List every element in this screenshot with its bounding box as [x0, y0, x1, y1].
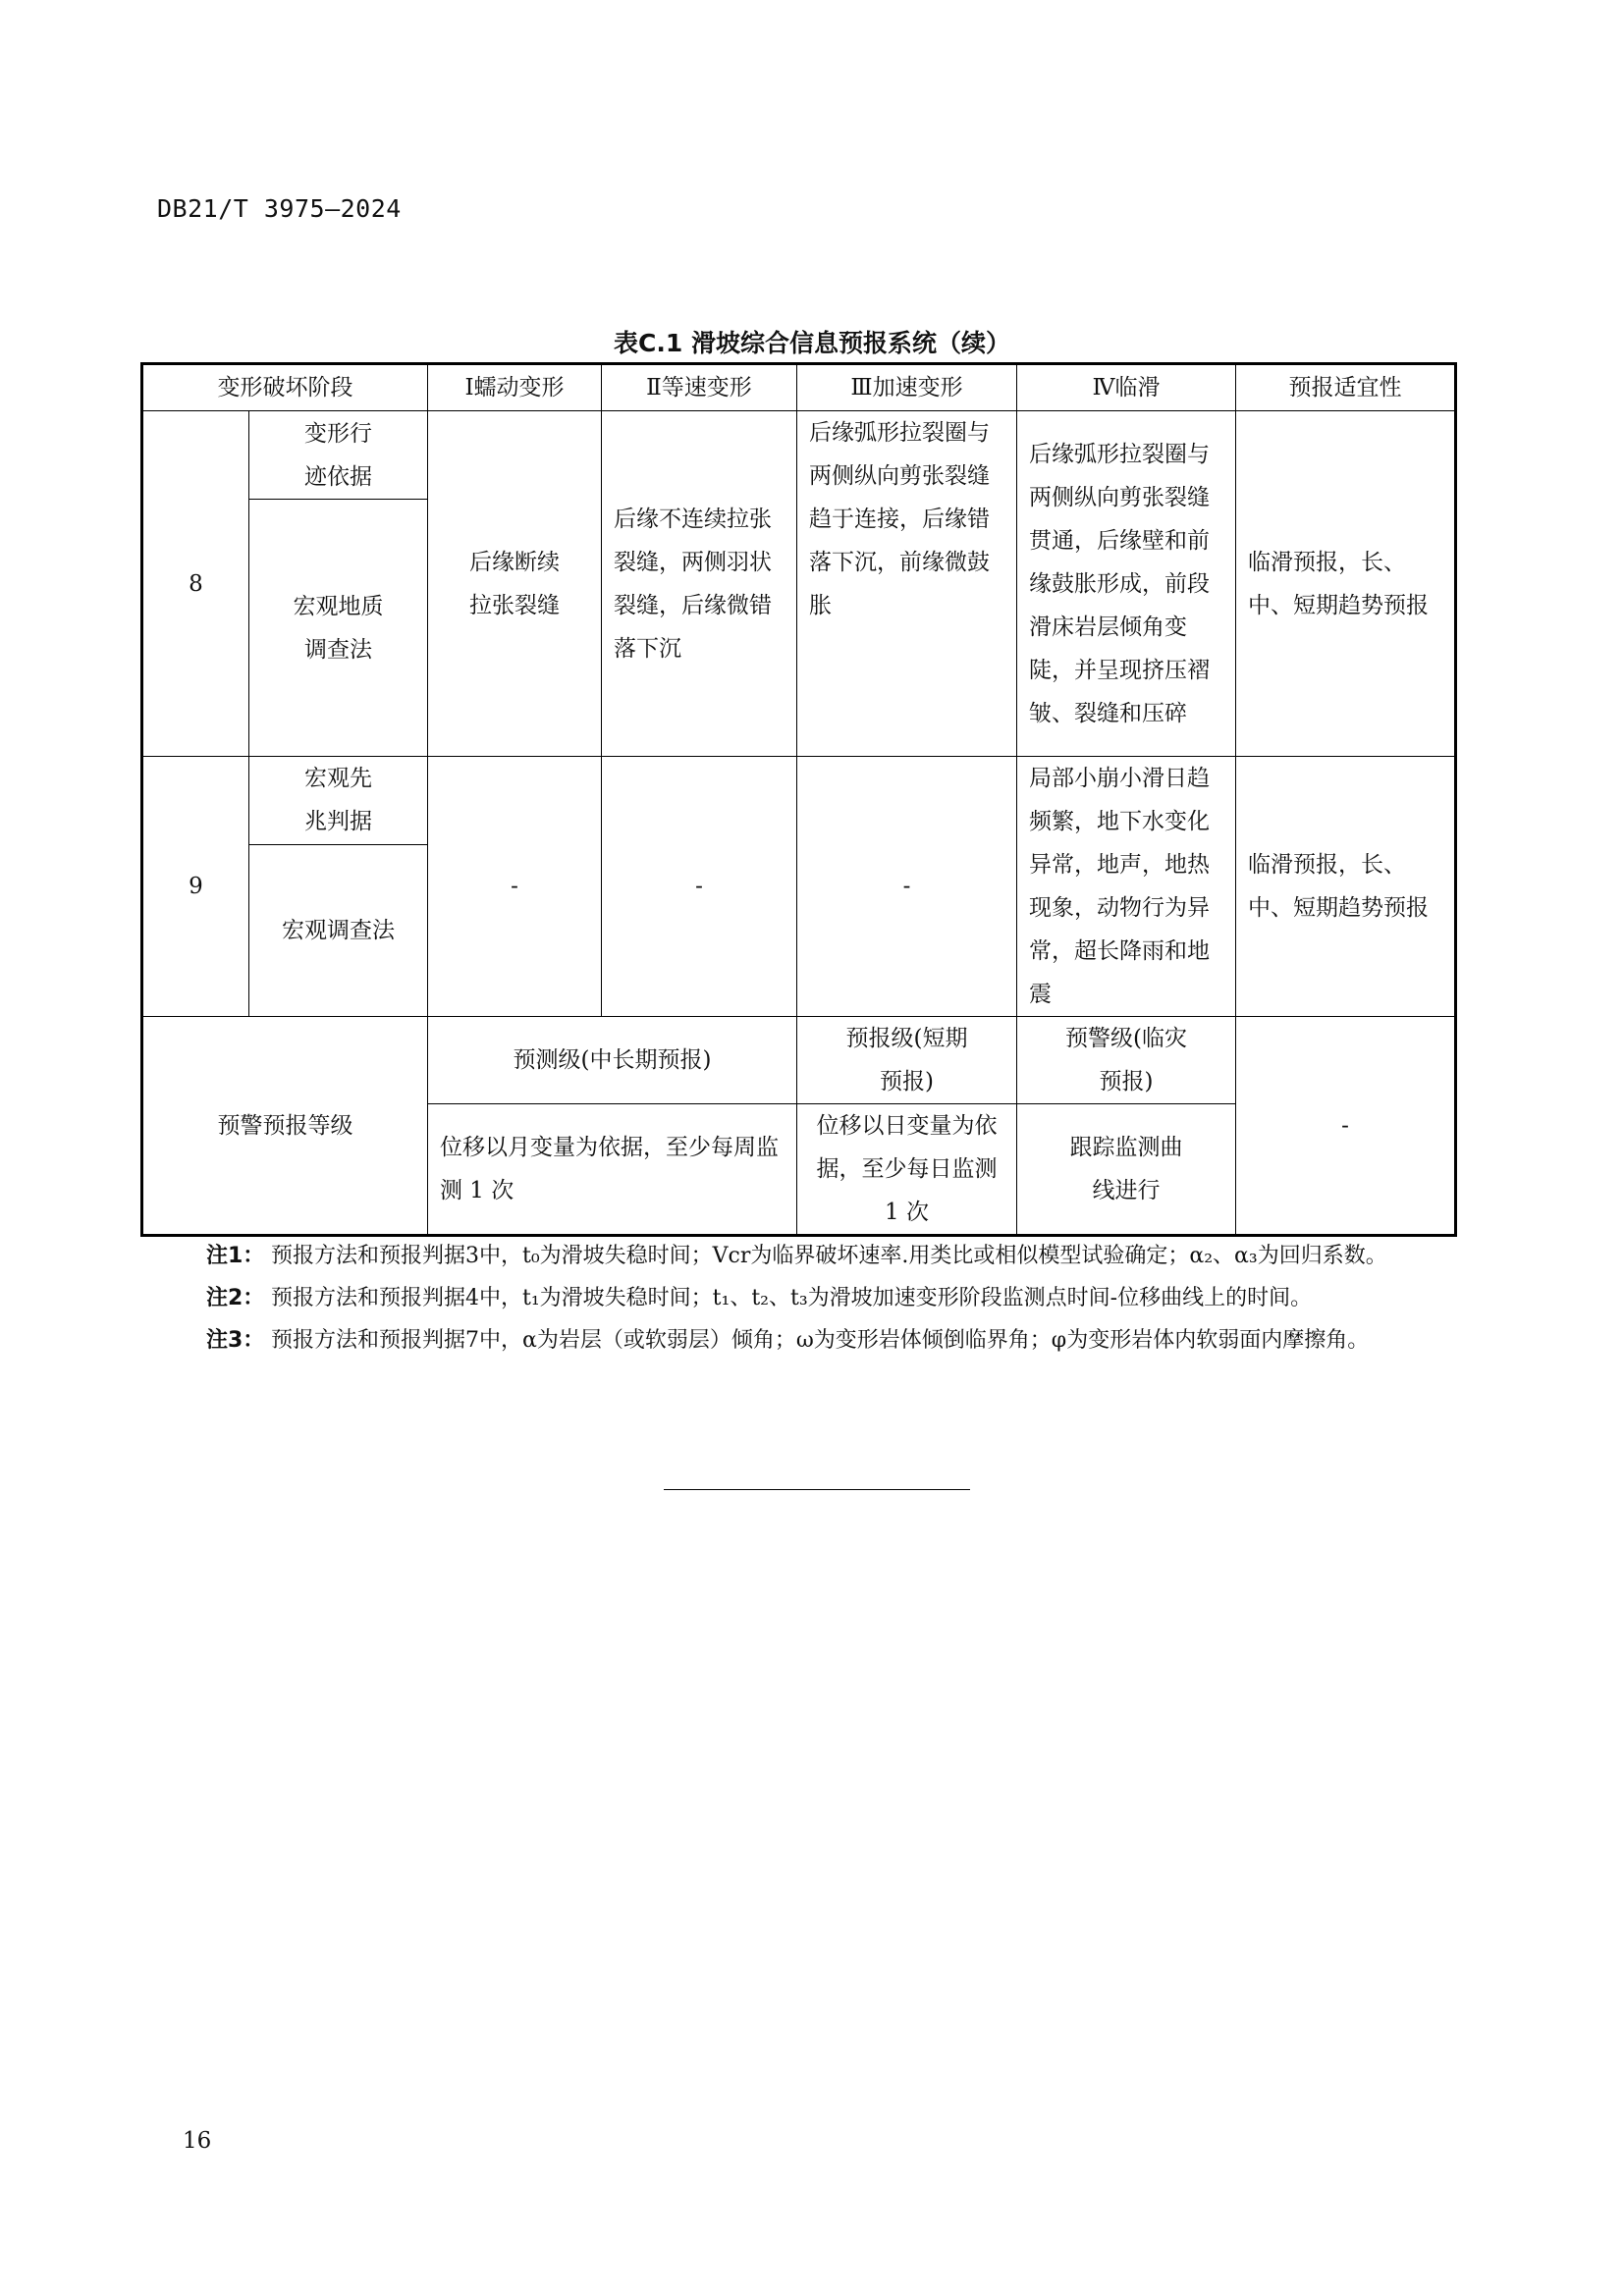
- table-notes: [206, 1235, 1453, 1362]
- note-text: 预报方法和预报判据4中，t₁为滑坡失稳时间；t₁、t₂、t₃为滑坡加速变形阶段监测点时间-位移曲线上的时间。: [271, 1286, 1313, 1310]
- note-item: [206, 1277, 1453, 1319]
- row-number: 8: [142, 411, 249, 757]
- cell-creep: -: [428, 757, 602, 1017]
- cell-accelerate: -: [797, 757, 1017, 1017]
- criterion-name: 变形行迹依据: [249, 411, 428, 500]
- header-accelerate: Ⅲ加速变形: [797, 364, 1017, 411]
- note-label: 注1：: [206, 1244, 265, 1268]
- level-warning: 预警级(临灾预报): [1017, 1017, 1236, 1104]
- level-forecast-desc: 位移以月变量为依据，至少每周监测 1 次: [428, 1104, 797, 1236]
- cell-imminent: 后缘弧形拉裂圈与两侧纵向剪张裂缝贯通，后缘壁和前缘鼓胀形成，前段滑床岩层倾角变陡，并呈现挤压褶皱、裂缝和压碎: [1017, 411, 1236, 757]
- note-label: 注2：: [206, 1286, 265, 1310]
- method-name: 宏观调查法: [249, 844, 428, 1016]
- table-title: 表C.1 滑坡综合信息预报系统（续）: [614, 329, 1010, 357]
- method-name: 宏观地质调查法: [249, 500, 428, 757]
- table-row: [142, 1017, 1456, 1104]
- header-imminent: Ⅳ临滑: [1017, 364, 1236, 411]
- note-item: [206, 1319, 1453, 1362]
- level-forecast: 预测级(中长期预报): [428, 1017, 797, 1104]
- header-constant: Ⅱ等速变形: [602, 364, 797, 411]
- cell-constant: -: [602, 757, 797, 1017]
- note-label: 注3：: [206, 1328, 265, 1353]
- end-of-document-rule: [664, 1489, 970, 1490]
- cell-suitability: 临滑预报，长、中、短期趋势预报: [1236, 411, 1456, 757]
- table-header-row: [142, 364, 1456, 411]
- criterion-name: 宏观先兆判据: [249, 757, 428, 845]
- cell-suitability: 临滑预报，长、中、短期趋势预报: [1236, 757, 1456, 1017]
- level-prediction-desc: 位移以日变量为依据，至少每日监测 1 次: [797, 1104, 1017, 1236]
- forecast-table: [140, 362, 1457, 1237]
- note-item: [206, 1235, 1453, 1277]
- page-number: 16: [183, 2128, 212, 2154]
- cell-creep: 后缘断续拉张裂缝: [428, 411, 602, 757]
- header-suitability: 预报适宜性: [1236, 364, 1456, 411]
- level-warning-desc: 跟踪监测曲线进行: [1017, 1104, 1236, 1236]
- row-number: 9: [142, 757, 249, 1017]
- level-prediction: 预报级(短期预报): [797, 1017, 1017, 1104]
- cell-constant: 后缘不连续拉张裂缝，两侧羽状裂缝，后缘微错落下沉: [602, 411, 797, 757]
- standard-code: DB21/T 3975—2024: [157, 194, 402, 223]
- cell-accelerate: 后缘弧形拉裂圈与两侧纵向剪张裂缝趋于连接，后缘错落下沉，前缘微鼓胀: [797, 411, 1017, 757]
- header-stage: 变形破坏阶段: [142, 364, 428, 411]
- table-row: [142, 411, 1456, 500]
- warning-suitability: -: [1236, 1017, 1456, 1236]
- note-text: 预报方法和预报判据7中，α为岩层（或软弱层）倾角；ω为变形岩体倾倒临界角；φ为变形岩体内软弱面内摩擦角。: [271, 1328, 1370, 1353]
- cell-imminent: 局部小崩小滑日趋频繁，地下水变化异常，地声，地热现象，动物行为异常，超长降雨和地震: [1017, 757, 1236, 1017]
- header-creep: Ⅰ蠕动变形: [428, 364, 602, 411]
- note-text: 预报方法和预报判据3中，t₀为滑坡失稳时间；Vcr为临界破坏速率.用类比或相似模型试验确定；α₂、α₃为回归系数。: [271, 1244, 1387, 1268]
- warning-level-label: 预警预报等级: [142, 1017, 428, 1236]
- table-row: [142, 757, 1456, 845]
